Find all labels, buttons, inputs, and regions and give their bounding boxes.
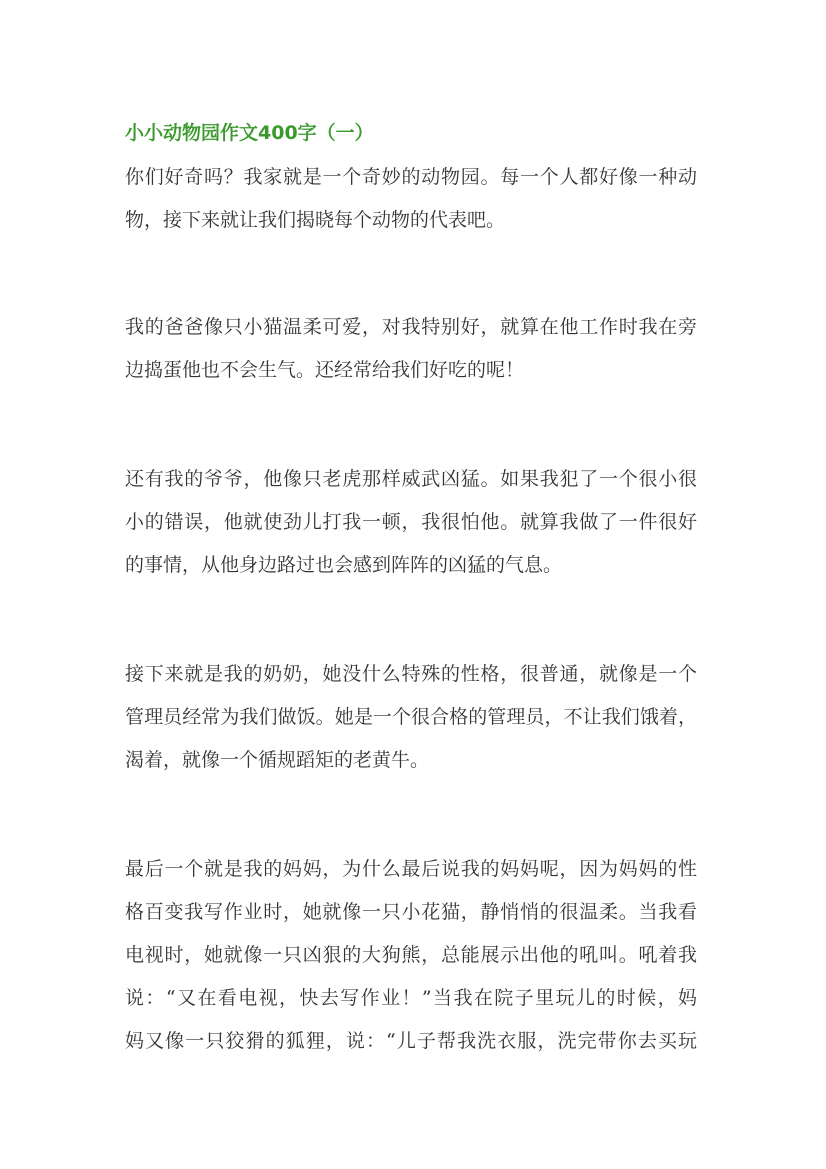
text-line: 边捣蛋他也不会生气。还经常给我们好吃的呢！ <box>125 359 525 381</box>
paragraph-intro <box>125 156 705 242</box>
text-line: 电视时，她就像一只凶狠的大狗熊，总能展示出他的吼叫。吼着我 <box>125 944 697 966</box>
essay-title: 小小动物园作文400字（一） <box>125 122 374 144</box>
text-line: 我的爸爸像只小猫温柔可爱，对我特别好，就算在他工作时我在旁 <box>125 316 697 338</box>
text-line: 说：“又在看电视，快去写作业！”当我在院子里玩儿的时候，妈 <box>125 987 697 1009</box>
paragraph-mother <box>125 848 705 1063</box>
text-line: 格百变我写作业时，她就像一只小花猫，静悄悄的很温柔。当我看 <box>125 901 697 923</box>
text-line: 渴着，就像一个循规蹈矩的老黄牛。 <box>125 749 430 771</box>
text-line: 接下来就是我的奶奶，她没什么特殊的性格，很普通，就像是一个 <box>125 663 697 685</box>
paragraph-grandmother <box>125 653 705 782</box>
text-line: 的事情，从他身边路过也会感到阵阵的凶猛的气息。 <box>125 554 563 576</box>
text-line: 管理员经常为我们做饭。她是一个很合格的管理员，不让我们饿着， <box>125 706 697 728</box>
paragraph-father <box>125 306 705 392</box>
text-line: 妈又像一只狡猾的狐狸，说：“儿子帮我洗衣服，洗完带你去买玩 <box>125 1030 697 1052</box>
text-line: 小的错误，他就使劲儿打我一顿，我很怕他。就算我做了一件很好 <box>125 511 697 533</box>
text-line: 最后一个就是我的妈妈，为什么最后说我的妈妈呢，因为妈妈的性 <box>125 858 697 880</box>
text-line: 你们好奇吗？我家就是一个奇妙的动物园。每一个人都好像一种动 <box>125 166 697 188</box>
paragraph-grandfather <box>125 458 705 587</box>
text-line: 还有我的爷爷，他像只老虎那样威武凶猛。如果我犯了一个很小很 <box>125 468 697 490</box>
text-line: 物，接下来就让我们揭晓每个动物的代表吧。 <box>125 209 506 231</box>
